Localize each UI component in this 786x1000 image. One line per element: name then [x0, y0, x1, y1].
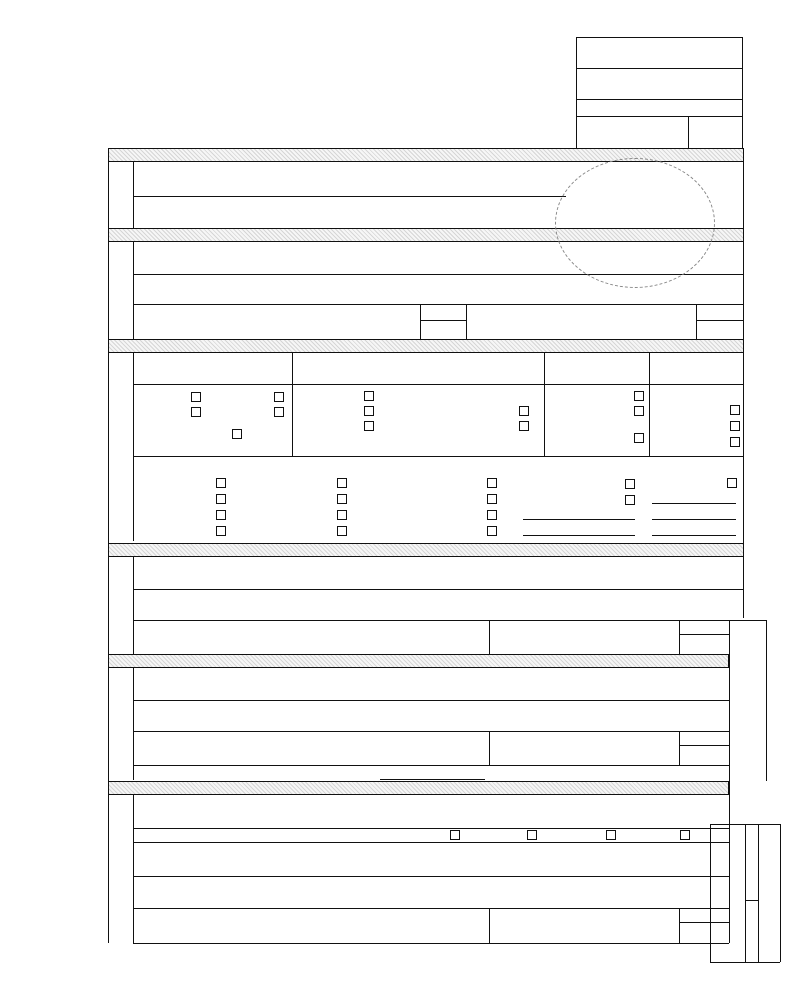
building-checkbox[interactable] — [274, 392, 284, 402]
use-private-residence-checkbox[interactable] — [487, 494, 497, 504]
object-checkbox[interactable] — [232, 429, 242, 439]
survey-state-checkbox[interactable] — [527, 830, 537, 840]
being-considered-checkbox[interactable] — [519, 421, 529, 431]
use-educational-checkbox[interactable] — [216, 510, 226, 520]
use-museum-checkbox[interactable] — [337, 526, 347, 536]
section-6-header — [108, 781, 729, 795]
use-park-checkbox[interactable] — [487, 478, 497, 488]
occupied-checkbox[interactable] — [634, 391, 644, 401]
received-stamp — [555, 158, 715, 288]
survey-federal-checkbox[interactable] — [450, 830, 460, 840]
use-military-checkbox[interactable] — [337, 510, 347, 520]
site-checkbox[interactable] — [191, 407, 201, 417]
use-industrial-checkbox[interactable] — [337, 494, 347, 504]
section-3-header — [108, 339, 744, 353]
use-other-checkbox[interactable] — [625, 495, 635, 505]
survey-county-checkbox[interactable] — [606, 830, 616, 840]
section-4-header — [108, 543, 744, 557]
structure-checkbox[interactable] — [274, 407, 284, 417]
private-checkbox[interactable] — [364, 406, 374, 416]
section-5-header — [108, 654, 729, 668]
survey-local-checkbox[interactable] — [680, 830, 690, 840]
use-entertainment-checkbox[interactable] — [216, 526, 226, 536]
unoccupied-checkbox[interactable] — [634, 406, 644, 416]
preservation-checkbox[interactable] — [634, 433, 644, 443]
public-checkbox[interactable] — [364, 391, 374, 401]
use-transportation-checkbox[interactable] — [625, 479, 635, 489]
use-agricultural-checkbox[interactable] — [216, 478, 226, 488]
no-checkbox[interactable] — [730, 437, 740, 447]
use-commercial-checkbox[interactable] — [216, 494, 226, 504]
restricted-checkbox[interactable] — [730, 405, 740, 415]
both-checkbox[interactable] — [364, 421, 374, 431]
use-scientific-checkbox[interactable] — [487, 526, 497, 536]
district-checkbox[interactable] — [191, 392, 201, 402]
use-religious-checkbox[interactable] — [487, 510, 497, 520]
in-process-checkbox[interactable] — [519, 406, 529, 416]
unrestricted-checkbox[interactable] — [730, 421, 740, 431]
use-comments-checkbox[interactable] — [727, 478, 737, 488]
use-government-checkbox[interactable] — [337, 478, 347, 488]
